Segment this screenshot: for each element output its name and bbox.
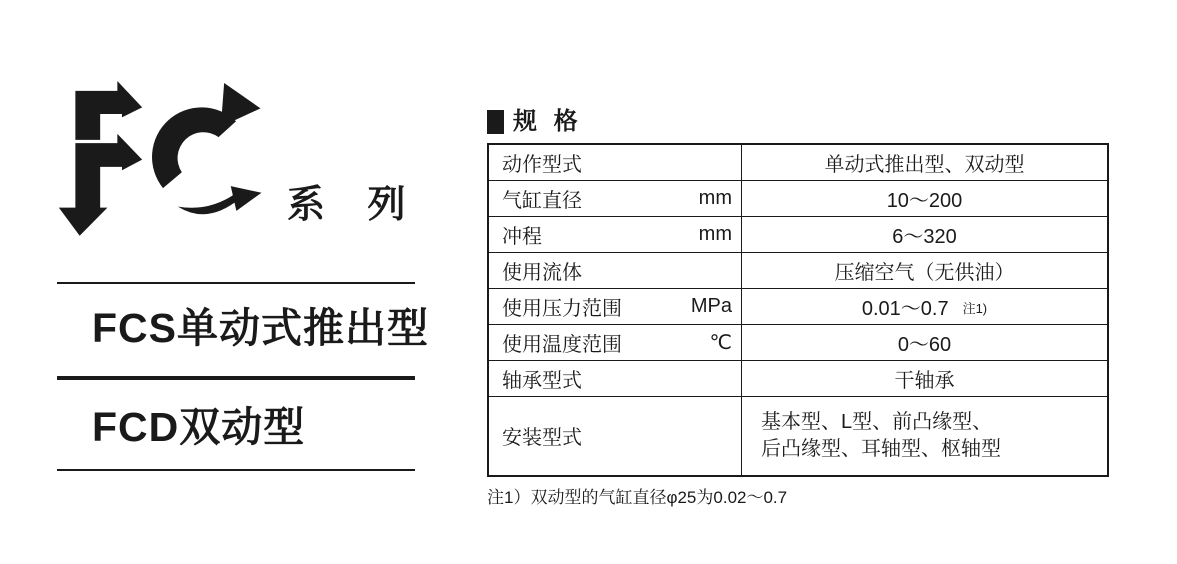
row-value: 0.01～0.7 <box>861 297 949 320</box>
row-label: 使用温度范围 <box>502 333 622 356</box>
row-unit: MPa <box>690 294 732 317</box>
row-value-line: 基本型、L型、前凸缘型、 <box>761 410 993 433</box>
row-value: 干轴承 <box>742 360 1109 396</box>
spec-heading <box>487 108 583 136</box>
table-row <box>488 360 1108 396</box>
table-row <box>488 216 1108 252</box>
product-line-fcs: FCS单动式推出型 <box>92 305 429 351</box>
series-label: 系 列 <box>287 184 422 226</box>
fc-arrow-logo <box>57 77 264 239</box>
table-row <box>488 252 1108 288</box>
row-label: 使用流体 <box>502 261 582 284</box>
row-unit: mm <box>698 186 732 209</box>
row-value: 单动式推出型、双动型 <box>742 144 1109 180</box>
table-row <box>488 396 1108 476</box>
divider-line-top <box>57 282 415 284</box>
row-label: 冲程 <box>502 225 542 248</box>
table-row <box>488 288 1108 324</box>
row-label: 动作型式 <box>502 153 582 176</box>
row-label: 气缸直径 <box>502 189 582 212</box>
row-label: 使用压力范围 <box>502 297 622 320</box>
row-label: 安装型式 <box>502 427 582 450</box>
row-value: 10～200 <box>742 180 1109 216</box>
footnote-reference: 注1) <box>962 300 988 316</box>
spec-heading-text: 规 格 <box>513 108 583 135</box>
row-label: 轴承型式 <box>502 369 582 392</box>
product-line-fcd: FCD双动型 <box>92 404 306 450</box>
row-value: 0～60 <box>742 324 1109 360</box>
divider-line-bottom <box>57 469 415 471</box>
black-square-icon <box>487 110 504 134</box>
table-row <box>488 324 1108 360</box>
table-row <box>488 180 1108 216</box>
spec-table <box>487 143 1109 477</box>
row-value-line: 后凸缘型、耳轴型、枢轴型 <box>761 437 1001 460</box>
row-unit: ℃ <box>709 331 732 354</box>
row-value: 6～320 <box>742 216 1109 252</box>
footnote: 注1）双动型的气缸直径φ25为0.02～0.7 <box>487 488 788 507</box>
row-unit: mm <box>698 222 732 245</box>
table-row <box>488 144 1108 180</box>
row-value: 压缩空气（无供油） <box>742 252 1109 288</box>
fc-logo-graphic <box>57 77 264 239</box>
divider-line-middle <box>57 376 415 380</box>
